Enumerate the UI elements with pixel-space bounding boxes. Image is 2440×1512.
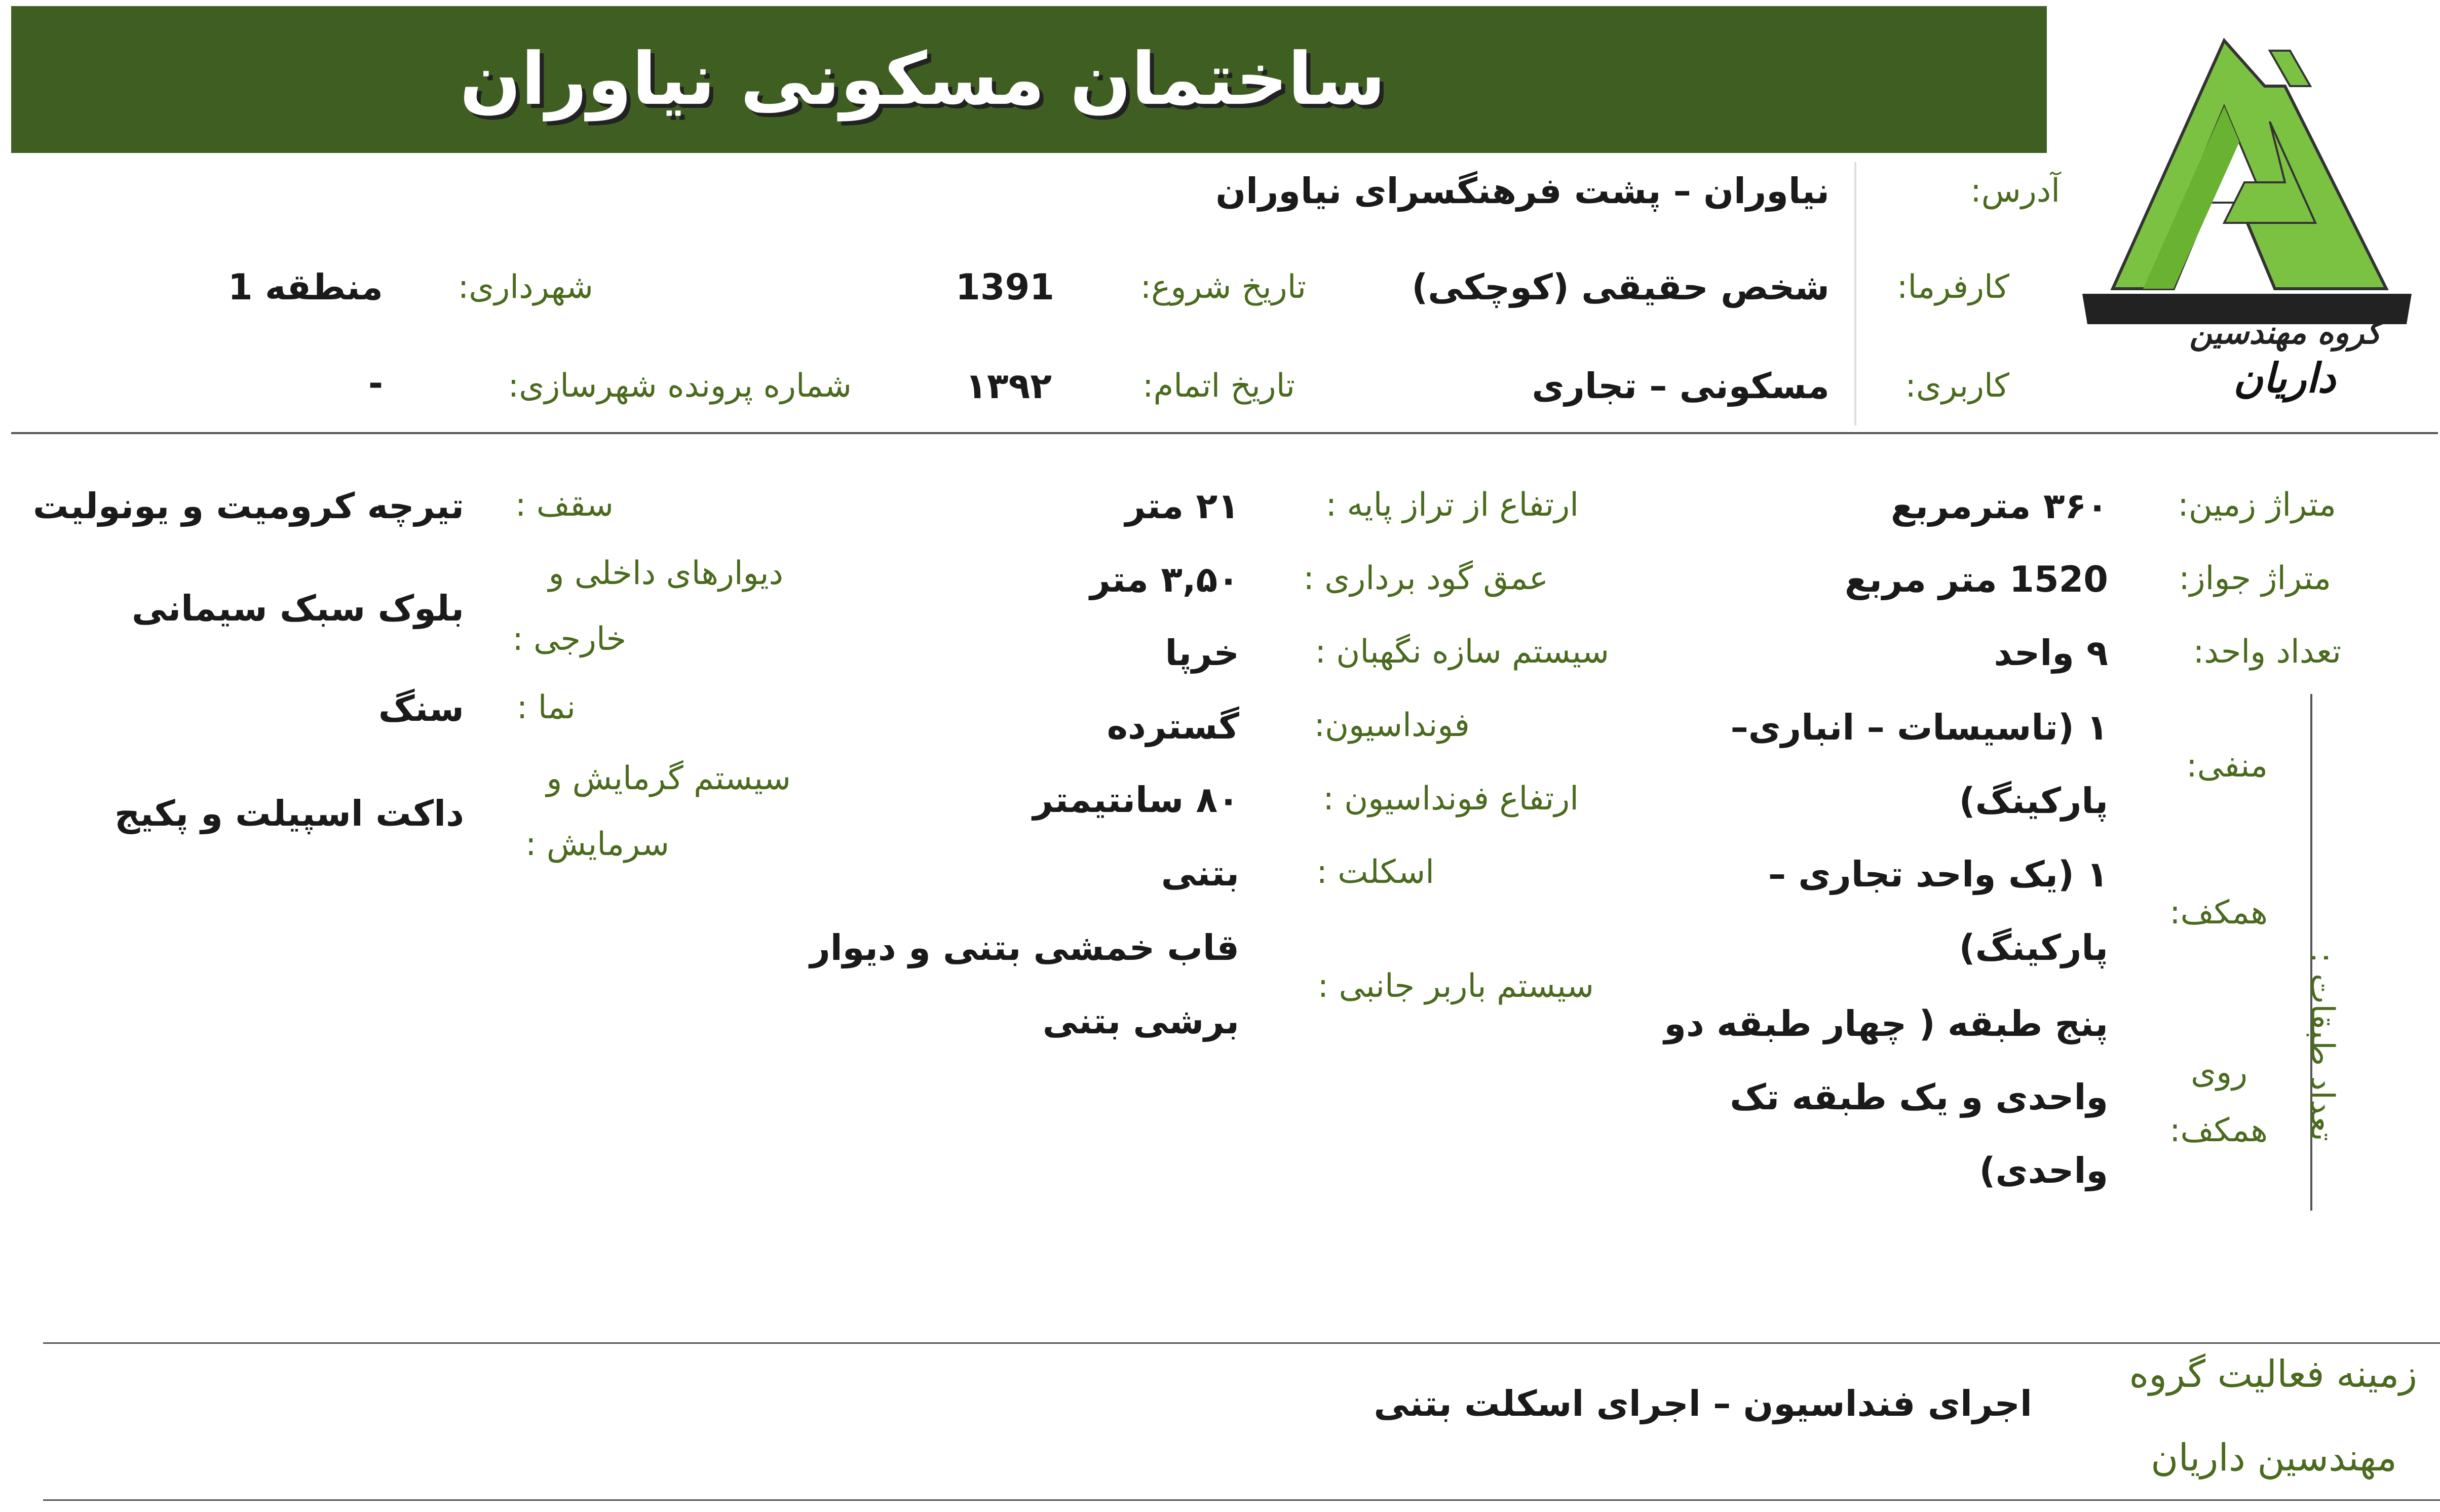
- hvac-label-line2: سرمایش :: [525, 826, 669, 863]
- employer-label: کارفرما:: [1896, 268, 2009, 306]
- above-ground-value-line3: واحدی): [1979, 1150, 2108, 1191]
- permit-area-label: متراژ جواز:: [2179, 560, 2331, 597]
- info-column-divider: [1854, 162, 1856, 425]
- foundation-label: فونداسیون:: [1314, 707, 1470, 744]
- page-title: ساختمان مسکونی نیاوران: [460, 37, 1386, 121]
- height-label: ارتفاع از تراز پایه :: [1325, 486, 1579, 524]
- foundation-height-label: ارتفاع فونداسیون :: [1323, 780, 1579, 818]
- hvac-value: داکت اسپیلت و پکیج: [114, 793, 464, 834]
- logo-caption: گروه مهندسین: [2189, 314, 2381, 351]
- ground-floor-value-line2: پارکینگ): [1959, 927, 2108, 968]
- hvac-label-line1: سیستم گرمایش و: [546, 760, 791, 797]
- height-value: ۲۱ متر: [1125, 485, 1239, 527]
- employer-value: شخص حقیقی (کوچکی): [1412, 266, 1829, 308]
- walls-label-line1: دیوارهای داخلی و: [548, 555, 783, 592]
- above-ground-value-line1: پنج طبقه ( چهار طبقه دو: [1664, 1003, 2108, 1044]
- end-date-value: ۱۳۹۲: [965, 365, 1052, 407]
- start-date-label: تاریخ شروع:: [1140, 268, 1306, 306]
- address-label: آدرس:: [1970, 172, 2060, 210]
- excavation-value: ۳,۵۰ متر: [1090, 559, 1239, 600]
- end-date-label: تاریخ اتمام:: [1142, 367, 1295, 405]
- foundation-value: گسترده: [1107, 706, 1239, 747]
- lateral-system-value-line2: برشی بتنی: [1042, 1000, 1239, 1042]
- roof-value: تیرچه کرومیت و یونولیت: [32, 485, 464, 527]
- footer-bottom-divider: [43, 1499, 2440, 1501]
- walls-value: بلوک سبک سیمانی: [132, 588, 464, 629]
- land-area-label: متراژ زمین:: [2178, 486, 2336, 524]
- negative-floors-label: منفی:: [2186, 747, 2268, 785]
- address-value: نیاوران – پشت فرهنگسرای نیاوران: [1215, 170, 1829, 212]
- permit-area-value: 1520 متر مربع: [1844, 559, 2108, 600]
- activity-value: اجرای فنداسیون – اجرای اسکلت بتنی: [1374, 1383, 2032, 1424]
- roof-label: سقف :: [515, 486, 614, 524]
- ground-floor-value-line1: ۱ (یک واحد تجاری –: [1768, 854, 2108, 895]
- header-divider: [11, 432, 2438, 434]
- units-label: تعداد واحد:: [2193, 633, 2341, 671]
- usage-value: مسکونی – تجاری: [1532, 365, 1829, 407]
- foundation-height-value: ۸۰ سانتیمتر: [1033, 779, 1239, 821]
- skeleton-value: بتنی: [1161, 852, 1239, 894]
- lateral-system-value-line1: قاب خمشی بتنی و دیوار: [810, 927, 1239, 968]
- negative-floors-value-line1: ۱ (تاسیسات – انباری–: [1730, 707, 2108, 748]
- usage-label: کاربری:: [1905, 367, 2009, 405]
- excavation-label: عمق گود برداری :: [1303, 560, 1548, 597]
- walls-label-line2: خارجی :: [512, 621, 626, 658]
- skeleton-label: اسکلت :: [1316, 854, 1434, 891]
- above-ground-label-line2: همکف:: [2169, 1112, 2268, 1149]
- negative-floors-value-line2: پارکینگ): [1959, 780, 2108, 822]
- activity-label-line1: زمینه فعالیت گروه: [2129, 1352, 2417, 1396]
- municipality-value: منطقه 1: [227, 266, 383, 308]
- retaining-system-value: خرپا: [1165, 632, 1239, 674]
- above-ground-label-line1: روی: [2191, 1054, 2247, 1091]
- municipality-label: شهرداری:: [458, 268, 593, 306]
- retaining-system-label: سیستم سازه نگهبان :: [1315, 633, 1609, 671]
- units-value: ۹ واحد: [1994, 632, 2108, 674]
- ground-floor-label: همکف:: [2169, 894, 2268, 932]
- facade-label: نما :: [516, 689, 576, 726]
- file-number-value: -: [368, 363, 383, 404]
- start-date-value: 1391: [956, 266, 1054, 308]
- facade-value: سنگ: [378, 688, 464, 729]
- floors-label: تعداد طبقات :: [2303, 952, 2341, 1142]
- title-banner: [11, 6, 2047, 153]
- lateral-system-label: سیستم باربر جانبی :: [1317, 967, 1594, 1005]
- footer-top-divider: [43, 1342, 2440, 1344]
- company-logo: [2072, 30, 2417, 415]
- activity-label-line2: مهندسین داریان: [2151, 1436, 2397, 1480]
- land-area-value: ۳۶۰ مترمربع: [1890, 485, 2108, 527]
- above-ground-value-line2: واحدی و یک طبقه تک: [1730, 1076, 2108, 1118]
- file-number-label: شماره پرونده شهرسازی:: [508, 367, 852, 405]
- logo-brand: داریان: [2233, 355, 2336, 402]
